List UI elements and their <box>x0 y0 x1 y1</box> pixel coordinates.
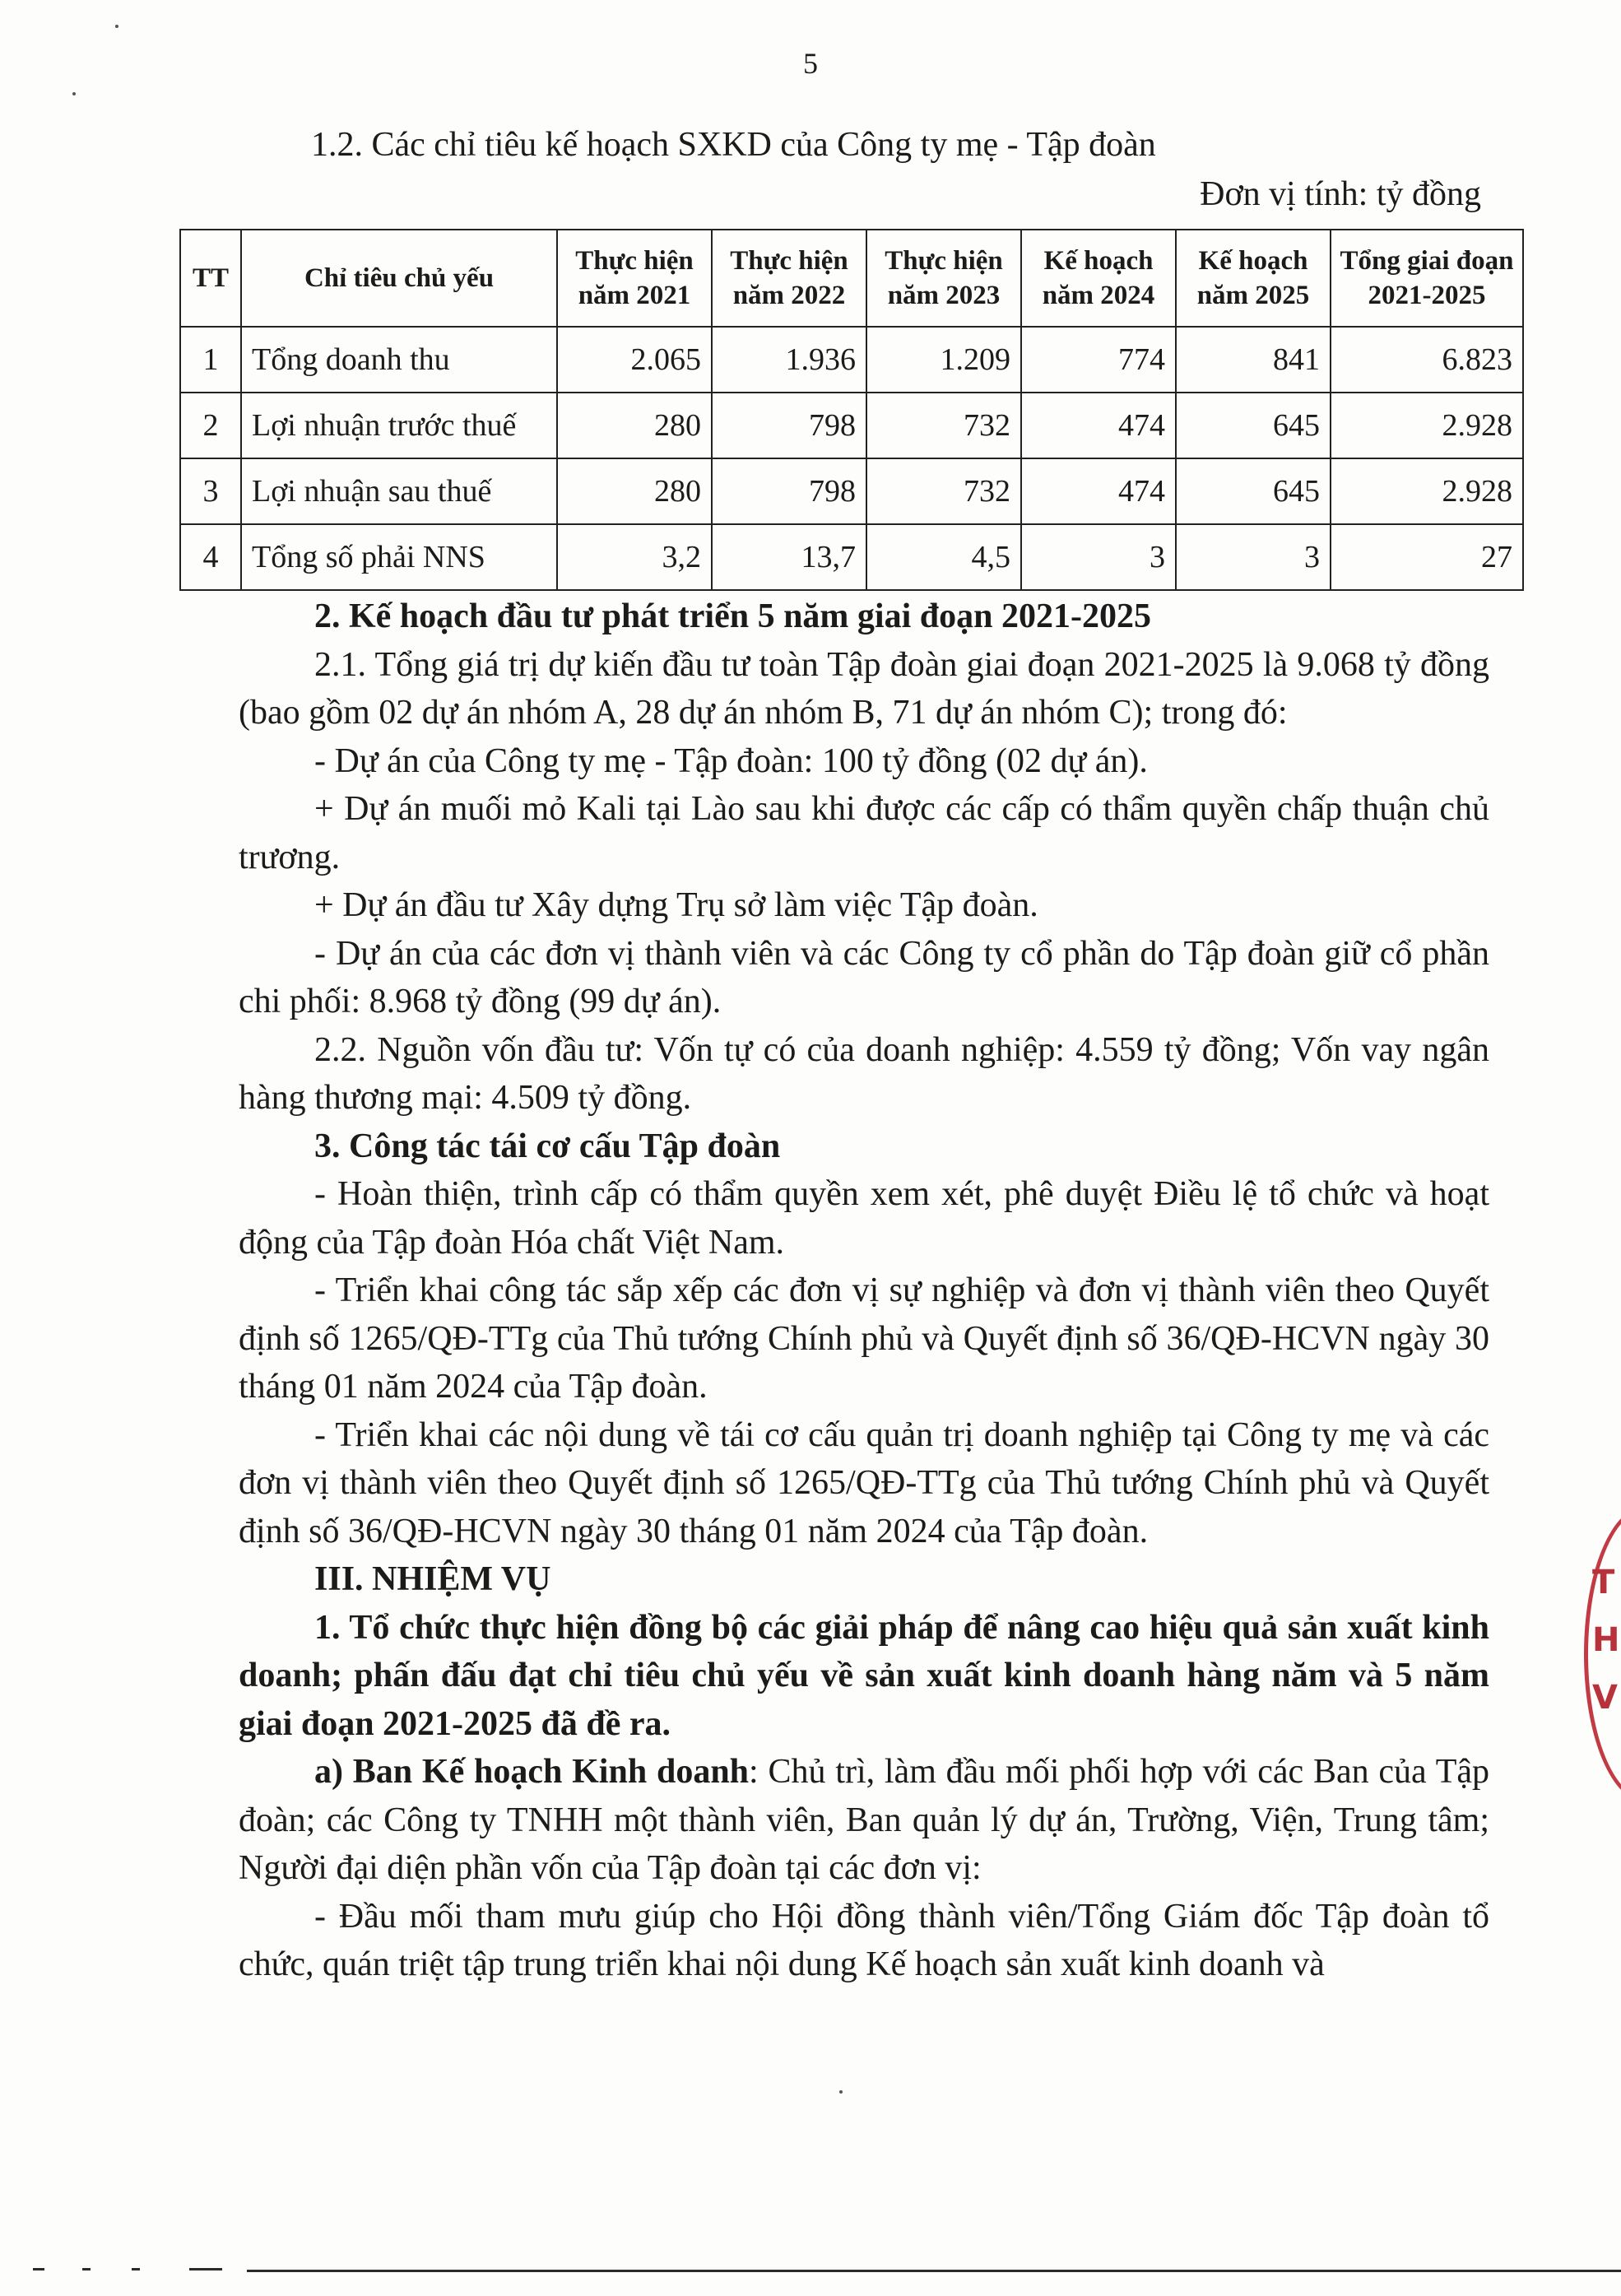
cell-2025: 645 <box>1176 458 1331 524</box>
cell-total: 2.928 <box>1331 458 1523 524</box>
section-1-2-title: 1.2. Các chỉ tiêu kế hoạch SXKD của Công ty mẹ - Tập đoàn <box>311 126 1156 164</box>
header-2023: Thực hiện năm 2023 <box>866 230 1021 327</box>
cell-indicator: Lợi nhuận trước thuế <box>241 393 557 458</box>
paragraph-headquarters-project: + Dự án đầu tư Xây dựng Trụ sở làm việc Tập đoàn. <box>314 886 1038 924</box>
stamp-letter: T <box>1592 1564 1615 1601</box>
header-2024: Kế hoạch năm 2024 <box>1021 230 1176 327</box>
cell-tt: 4 <box>180 524 241 590</box>
cell-indicator: Tổng số phải NNS <box>241 524 557 590</box>
paragraph-kali-project: + Dự án muối mỏ Kali tại Lào sau khi được các cấp có thẩm quyền chấp thuận chủ trương. <box>239 790 1489 876</box>
scan-speck <box>72 92 76 95</box>
cell-2022: 798 <box>712 393 866 458</box>
table-header-row <box>180 230 1523 327</box>
plan-indicators-table <box>179 229 1524 591</box>
paragraph-member-projects: - Dự án của các đơn vị thành viên và các Công ty cổ phần do Tập đoàn giữ cổ phần chi phối: 8.968 tỷ đồng (99 dự án). <box>239 934 1489 1020</box>
cell-2023: 4,5 <box>866 524 1021 590</box>
cell-total: 27 <box>1331 524 1523 590</box>
cell-2021: 280 <box>557 393 712 458</box>
table-row <box>180 327 1523 393</box>
cell-2021: 2.065 <box>557 327 712 393</box>
cell-2021: 280 <box>557 458 712 524</box>
cell-2024: 474 <box>1021 393 1176 458</box>
bottom-dash <box>33 2268 44 2270</box>
cell-2021: 3,2 <box>557 524 712 590</box>
cell-2025: 645 <box>1176 393 1331 458</box>
paragraph-advisory: - Đầu mối tham mưu giúp cho Hội đồng thành viên/Tổng Giám đốc Tập đoàn tổ chức, quán triệt tập trung triển khai nội dung Kế hoạch sản xuất kinh doanh và <box>239 1897 1489 1983</box>
cell-indicator: Lợi nhuận sau thuế <box>241 458 557 524</box>
cell-tt: 3 <box>180 458 241 524</box>
cell-2023: 732 <box>866 458 1021 524</box>
paragraph-2-1-parent-projects: - Dự án của Công ty mẹ - Tập đoàn: 100 tỷ đồng (02 dự án). <box>314 741 1148 780</box>
stamp-letter: H <box>1592 1621 1620 1659</box>
scan-speck <box>839 2090 843 2094</box>
bottom-rule <box>247 2270 1621 2272</box>
header-2025: Kế hoạch năm 2025 <box>1176 230 1331 327</box>
paragraph-2-1: 2.1. Tổng giá trị dự kiến đầu tư toàn Tập đoàn giai đoạn 2021-2025 là 9.068 tỷ đồng (bao gồm 02 dự án nhóm A, 28 dự án nhóm B, 71 dự án nhóm C); trong đó: <box>239 645 1489 732</box>
paragraph-governance: - Triển khai các nội dung về tái cơ cấu quản trị doanh nghiệp tại Công ty mẹ và các đơn vị thành viên theo Quyết định số 1265/QĐ-TTg của Thủ tướng Chính phủ và Quyết định số 36/QĐ-HCVN ngày 30 tháng 01 năm 2024 của Tập đoàn. <box>239 1415 1489 1550</box>
bottom-dash <box>189 2268 222 2270</box>
cell-tt: 2 <box>180 393 241 458</box>
document-body <box>239 593 1489 1989</box>
table-row <box>180 458 1523 524</box>
cell-2022: 13,7 <box>712 524 866 590</box>
paragraph-charter: - Hoàn thiện, trình cấp có thẩm quyền xem xét, phê duyệt Điều lệ tổ chức và hoạt động của Tập đoàn Hóa chất Việt Nam. <box>239 1175 1489 1262</box>
header-2021: Thực hiện năm 2021 <box>557 230 712 327</box>
page-number: 5 <box>803 47 818 80</box>
paragraph-2-2: 2.2. Nguồn vốn đầu tư: Vốn tự có của doanh nghiệp: 4.559 tỷ đồng; Vốn vay ngân hàng thương mại: 4.509 tỷ đồng. <box>239 1030 1489 1117</box>
table-row <box>180 524 1523 590</box>
cell-2024: 474 <box>1021 458 1176 524</box>
scan-speck <box>115 25 118 28</box>
cell-total: 6.823 <box>1331 327 1523 393</box>
header-2022: Thực hiện năm 2022 <box>712 230 866 327</box>
heading-restructuring: 3. Công tác tái cơ cấu Tập đoàn <box>314 1127 781 1165</box>
heading-task-1: 1. Tổ chức thực hiện đồng bộ các giải pháp để nâng cao hiệu quả sản xuất kinh doanh; phấn đấu đạt chỉ tiêu chủ yếu về sản xuất kinh doanh hàng năm và 5 năm giai đoạn 2021-2025 đã đề ra. <box>239 1608 1489 1743</box>
planning-board-text: : Chủ trì, làm đầu mối phối hợp với các Ban của Tập đoàn; các Công ty TNHH một thành viên, Ban quản lý dự án, Trường, Viện, Trung tâm; Người đại diện phần vốn của Tập đoàn tại các đơn vị: <box>239 1753 1489 1887</box>
cell-2022: 1.936 <box>712 327 866 393</box>
table-row <box>180 393 1523 458</box>
paragraph-planning-board <box>239 1748 1489 1893</box>
header-total: Tổng giai đoạn 2021-2025 <box>1331 230 1523 327</box>
bottom-dash <box>132 2268 140 2270</box>
cell-2022: 798 <box>712 458 866 524</box>
cell-2025: 3 <box>1176 524 1331 590</box>
red-stamp-fragment <box>1584 1506 1621 1802</box>
planning-board-label: a) Ban Kế hoạch Kinh doanh <box>314 1753 750 1791</box>
paragraph-arrangement: - Triển khai công tác sắp xếp các đơn vị sự nghiệp và đơn vị thành viên theo Quyết định số 1265/QĐ-TTg của Thủ tướng Chính phủ và Quyết định số 36/QĐ-HCVN ngày 30 tháng 01 năm 2024 của Tập đoàn. <box>239 1271 1489 1406</box>
cell-2023: 732 <box>866 393 1021 458</box>
cell-2024: 774 <box>1021 327 1176 393</box>
cell-2025: 841 <box>1176 327 1331 393</box>
cell-2023: 1.209 <box>866 327 1021 393</box>
bottom-dash <box>82 2268 91 2270</box>
header-tt: TT <box>180 230 241 327</box>
heading-investment-plan: 2. Kế hoạch đầu tư phát triển 5 năm giai đoạn 2021-2025 <box>314 597 1151 635</box>
unit-note: Đơn vị tính: tỷ đồng <box>1200 175 1481 213</box>
cell-total: 2.928 <box>1331 393 1523 458</box>
cell-tt: 1 <box>180 327 241 393</box>
header-indicator: Chỉ tiêu chủ yếu <box>241 230 557 327</box>
cell-2024: 3 <box>1021 524 1176 590</box>
heading-tasks: III. NHIỆM VỤ <box>314 1560 551 1598</box>
stamp-letter: V <box>1592 1679 1618 1717</box>
cell-indicator: Tổng doanh thu <box>241 327 557 393</box>
